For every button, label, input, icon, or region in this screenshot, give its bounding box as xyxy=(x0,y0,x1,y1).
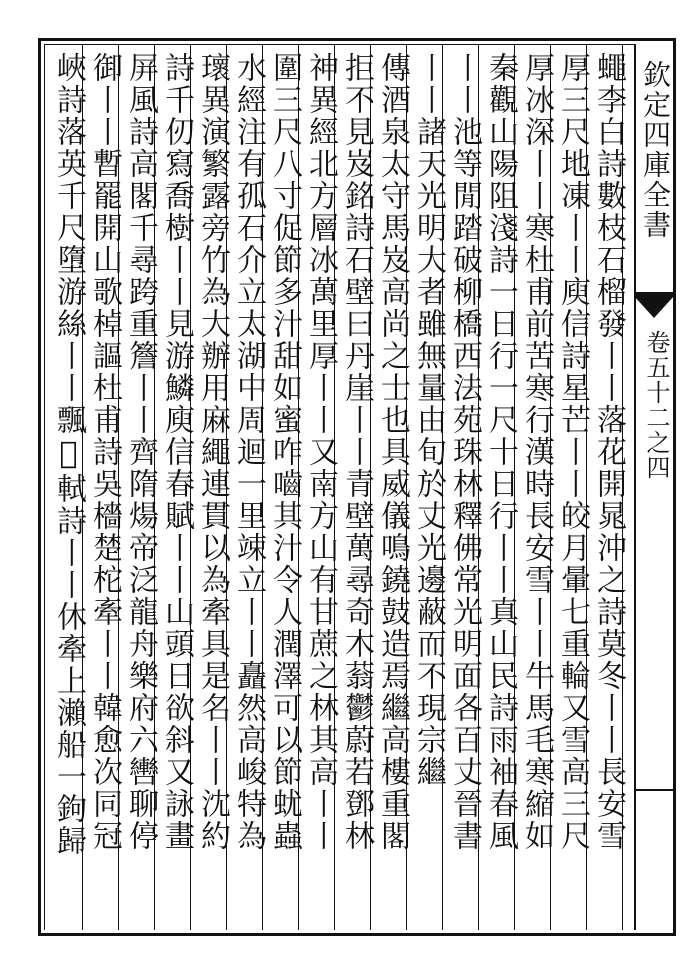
text-column: 御丨丨暫罷開山歌棹謳杜甫詩吳檣楚柁牽丨丨韓愈次同冠 xyxy=(87,52,122,852)
text-column: 屏風詩高閣千尋跨重簷丨丨齊隋煬帝泛龍舟樂府六轡聊停 xyxy=(123,52,158,852)
book-title: 欽定四庫全書 xyxy=(639,60,672,240)
text-column: 傳酒泉太守馬岌高尚之士也具威儀鳴鐃鼓造焉繼高樓重閣 xyxy=(375,52,410,852)
text-column: 拒不見岌銘詩石壁曰丹崖丨丨青壁萬尋奇木蓊鬱蔚若鄧林 xyxy=(339,52,374,852)
text-column: 厚三尺地凍丨丨庾信詩星芒丨丨皎月暈七重輪又雪高三尺 xyxy=(555,52,590,852)
fish-tail-mark xyxy=(634,292,674,322)
text-column: 圍三尺八寸促節多汁甜如蜜咋嚙其汁令人潤澤可以節蚘蟲 xyxy=(267,52,302,852)
text-column: 瓌異演繁露旁竹為大辦用麻繩連貫以為牽具是名丨丨沈約 xyxy=(195,52,230,852)
text-column: 秦觀山陽阻淺詩一日行一尺十日行丨丨真山民詩雨袖春風 xyxy=(483,52,518,852)
fish-tail-bottom-mark xyxy=(636,770,674,810)
text-column: 神異經北方層冰萬里厚丨丨又南方山有甘蔗之林其高丨丨 xyxy=(303,52,338,852)
text-column: 厚冰深丨丨寒杜甫前苦寒行漢時長安雪丨丨牛馬毛寒縮如 xyxy=(519,52,554,852)
text-column: 丨丨池等閒踏破柳橋西法苑珠林釋佛常光明面各百丈晉書 xyxy=(447,52,482,852)
text-column: 水經注有孤石介立太湖中周迴一里竦立丨丨矗然高峻特為 xyxy=(231,52,266,852)
text-column: 蠅李白詩數枝石榴發丨丨落花開晁沖之詩莫冬丨丨長安雪 xyxy=(591,52,626,852)
text-column: 詩千仞寫喬樹丨丨見游鱗庾信春賦丨丨山頭日欲斜又詠畫 xyxy=(159,52,194,852)
volume-number: 卷五十二之四 xyxy=(642,330,670,480)
text-column: 峽詩落英千尺墮游絲丨丨飄𦹺軾詩丨丨休牽上瀨船一鉤歸 xyxy=(51,52,86,857)
text-column: 丨丨諸天光明大者雖無量由旬於丈光邊蔽而不現宗繼 xyxy=(411,52,446,788)
